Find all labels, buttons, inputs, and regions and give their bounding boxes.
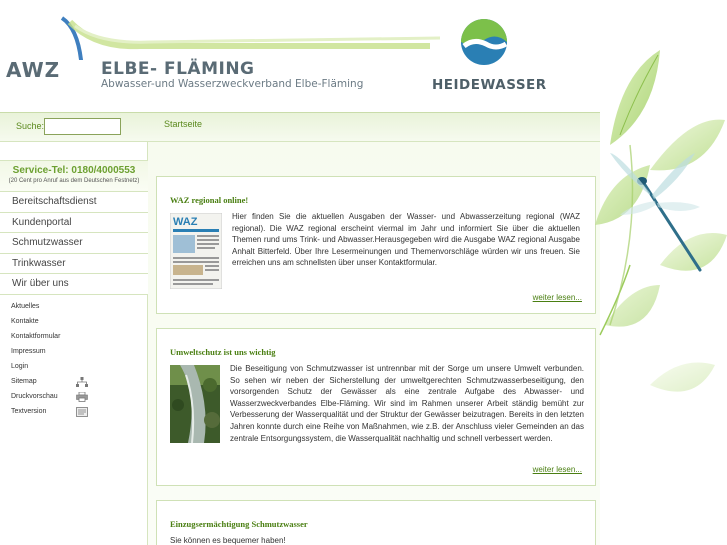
article-text: Hier finden Sie die aktuellen Ausgaben der Wasser- und Abwasserzeitung regional (WAZ regional). Die WAZ regional erscheint viermal im Jahr und informiert Sie über die aktuellen Themen rund ums Trink- und Abwasser.Herausgegeben wird die Ausgabe WAZ regional Ausgabe Anhalt Bitterfeld. Über Ihre Lesermeinungen und Themenvorschläge würden wir uns freuen. Sie erreichen uns am schnellsten über unser Kontaktformular. xyxy=(232,212,580,268)
sub-nav-aktuelles[interactable] xyxy=(0,302,148,317)
article-text-body: Die Beseitigung von Schmutzwasser ist untrennbar mit der Sorge um unsere Umwelt verbunden. So sehen wir neben der Sicherstellung der umweltgerechten Schmutzwasserbeseitigung, den vorsorgenden Schutz der Gewässer als eine zentrale Aufgabe des Abwasser- und Wasserzweckverbandes Elbe-Fläming. Wir sind im Rahmen unserer Arbeit ständig bemüht zur Verbesserung der Wasserqualität und der Struktur der Gewässer beizutragen. Bereits in den letzten Jahren konnte durch eine Reihe von Maßnahmen, wie z.B. der Anschluss vieler Gemeinden an das zentrale Entsorgungssystem, die Wasserqualität nachhaltig und schnell verbessert werden. xyxy=(230,364,584,443)
nav-item-trinkwasser[interactable]: Trinkwasser xyxy=(0,254,148,275)
org-title: ELBE- FLÄMING xyxy=(101,59,255,79)
nav-item-kundenportal[interactable]: Kundenportal xyxy=(0,213,148,234)
sub-nav-label: Kontaktformular xyxy=(11,333,61,340)
sub-nav-label: Druckvorschau xyxy=(11,393,58,400)
sub-nav-label: Aktuelles xyxy=(11,303,40,310)
sitemap-icon xyxy=(76,377,88,387)
read-more-link[interactable]: weiter lesen... xyxy=(532,465,582,474)
sidebar xyxy=(0,142,148,545)
main-content xyxy=(148,142,600,545)
svg-text:WAZ: WAZ xyxy=(173,216,198,228)
read-more-link[interactable]: weiter lesen... xyxy=(532,293,582,302)
search-input[interactable] xyxy=(44,118,121,135)
nav-item-wir-ueber-uns[interactable]: Wir über uns xyxy=(0,274,148,295)
article-title[interactable]: Umweltschutz ist uns wichtig xyxy=(170,347,276,357)
sub-nav-impressum[interactable] xyxy=(0,347,148,362)
sub-nav-druckvorschau[interactable] xyxy=(0,392,148,407)
search-label: Suche: xyxy=(16,121,45,131)
article-text xyxy=(170,363,584,444)
sub-nav-textversion[interactable] xyxy=(0,407,148,422)
article-text: Sie können es bequemer haben! xyxy=(170,536,286,545)
awz-logo: AWZ xyxy=(6,58,61,82)
sub-nav-label: Login xyxy=(11,363,29,370)
main-nav xyxy=(0,192,148,295)
header-swoosh xyxy=(0,0,470,60)
nav-item-bereitschaftsdienst[interactable]: Bereitschaftsdienst xyxy=(0,192,148,213)
breadcrumb-startseite[interactable]: Startseite xyxy=(164,119,203,129)
service-note: (20 Cent pro Anruf aus dem Deutschen Festnetz) xyxy=(8,178,140,184)
sub-nav-kontakte[interactable] xyxy=(0,317,148,332)
heidewasser-name: HEIDEWASSER xyxy=(432,77,547,93)
article-title[interactable]: WAZ regional online! xyxy=(170,195,249,205)
service-tel: Service-Tel: 0180/4000553 xyxy=(12,165,136,176)
sub-nav-label: Sitemap xyxy=(11,378,37,385)
sub-nav-label: Impressum xyxy=(11,348,46,355)
text-float-spacer xyxy=(170,363,230,443)
article-card xyxy=(156,176,596,314)
service-box xyxy=(0,160,148,192)
sub-nav-label: Kontakte xyxy=(11,318,39,325)
sub-nav-kontaktformular[interactable] xyxy=(0,332,148,347)
heidewasser-logo-icon xyxy=(460,18,508,70)
org-subtitle: Abwasser-und Wasserzweckverband Elbe-Fläming xyxy=(101,78,364,90)
sub-nav-label: Textversion xyxy=(11,408,47,415)
article-card xyxy=(156,500,596,545)
sub-nav xyxy=(0,302,148,422)
sub-nav-login[interactable] xyxy=(0,362,148,377)
article-title[interactable]: Einzugsermächtigung Schmutzwasser xyxy=(170,519,308,529)
text-version-icon xyxy=(76,407,88,417)
article-card xyxy=(156,328,596,486)
leaf-dragonfly-decoration xyxy=(590,35,727,545)
sub-nav-sitemap[interactable] xyxy=(0,377,148,392)
nav-item-schmutzwasser[interactable]: Schmutzwasser xyxy=(0,233,148,254)
top-nav-bar xyxy=(0,112,600,142)
printer-icon xyxy=(76,392,88,402)
newspaper-thumbnail[interactable] xyxy=(170,213,222,289)
